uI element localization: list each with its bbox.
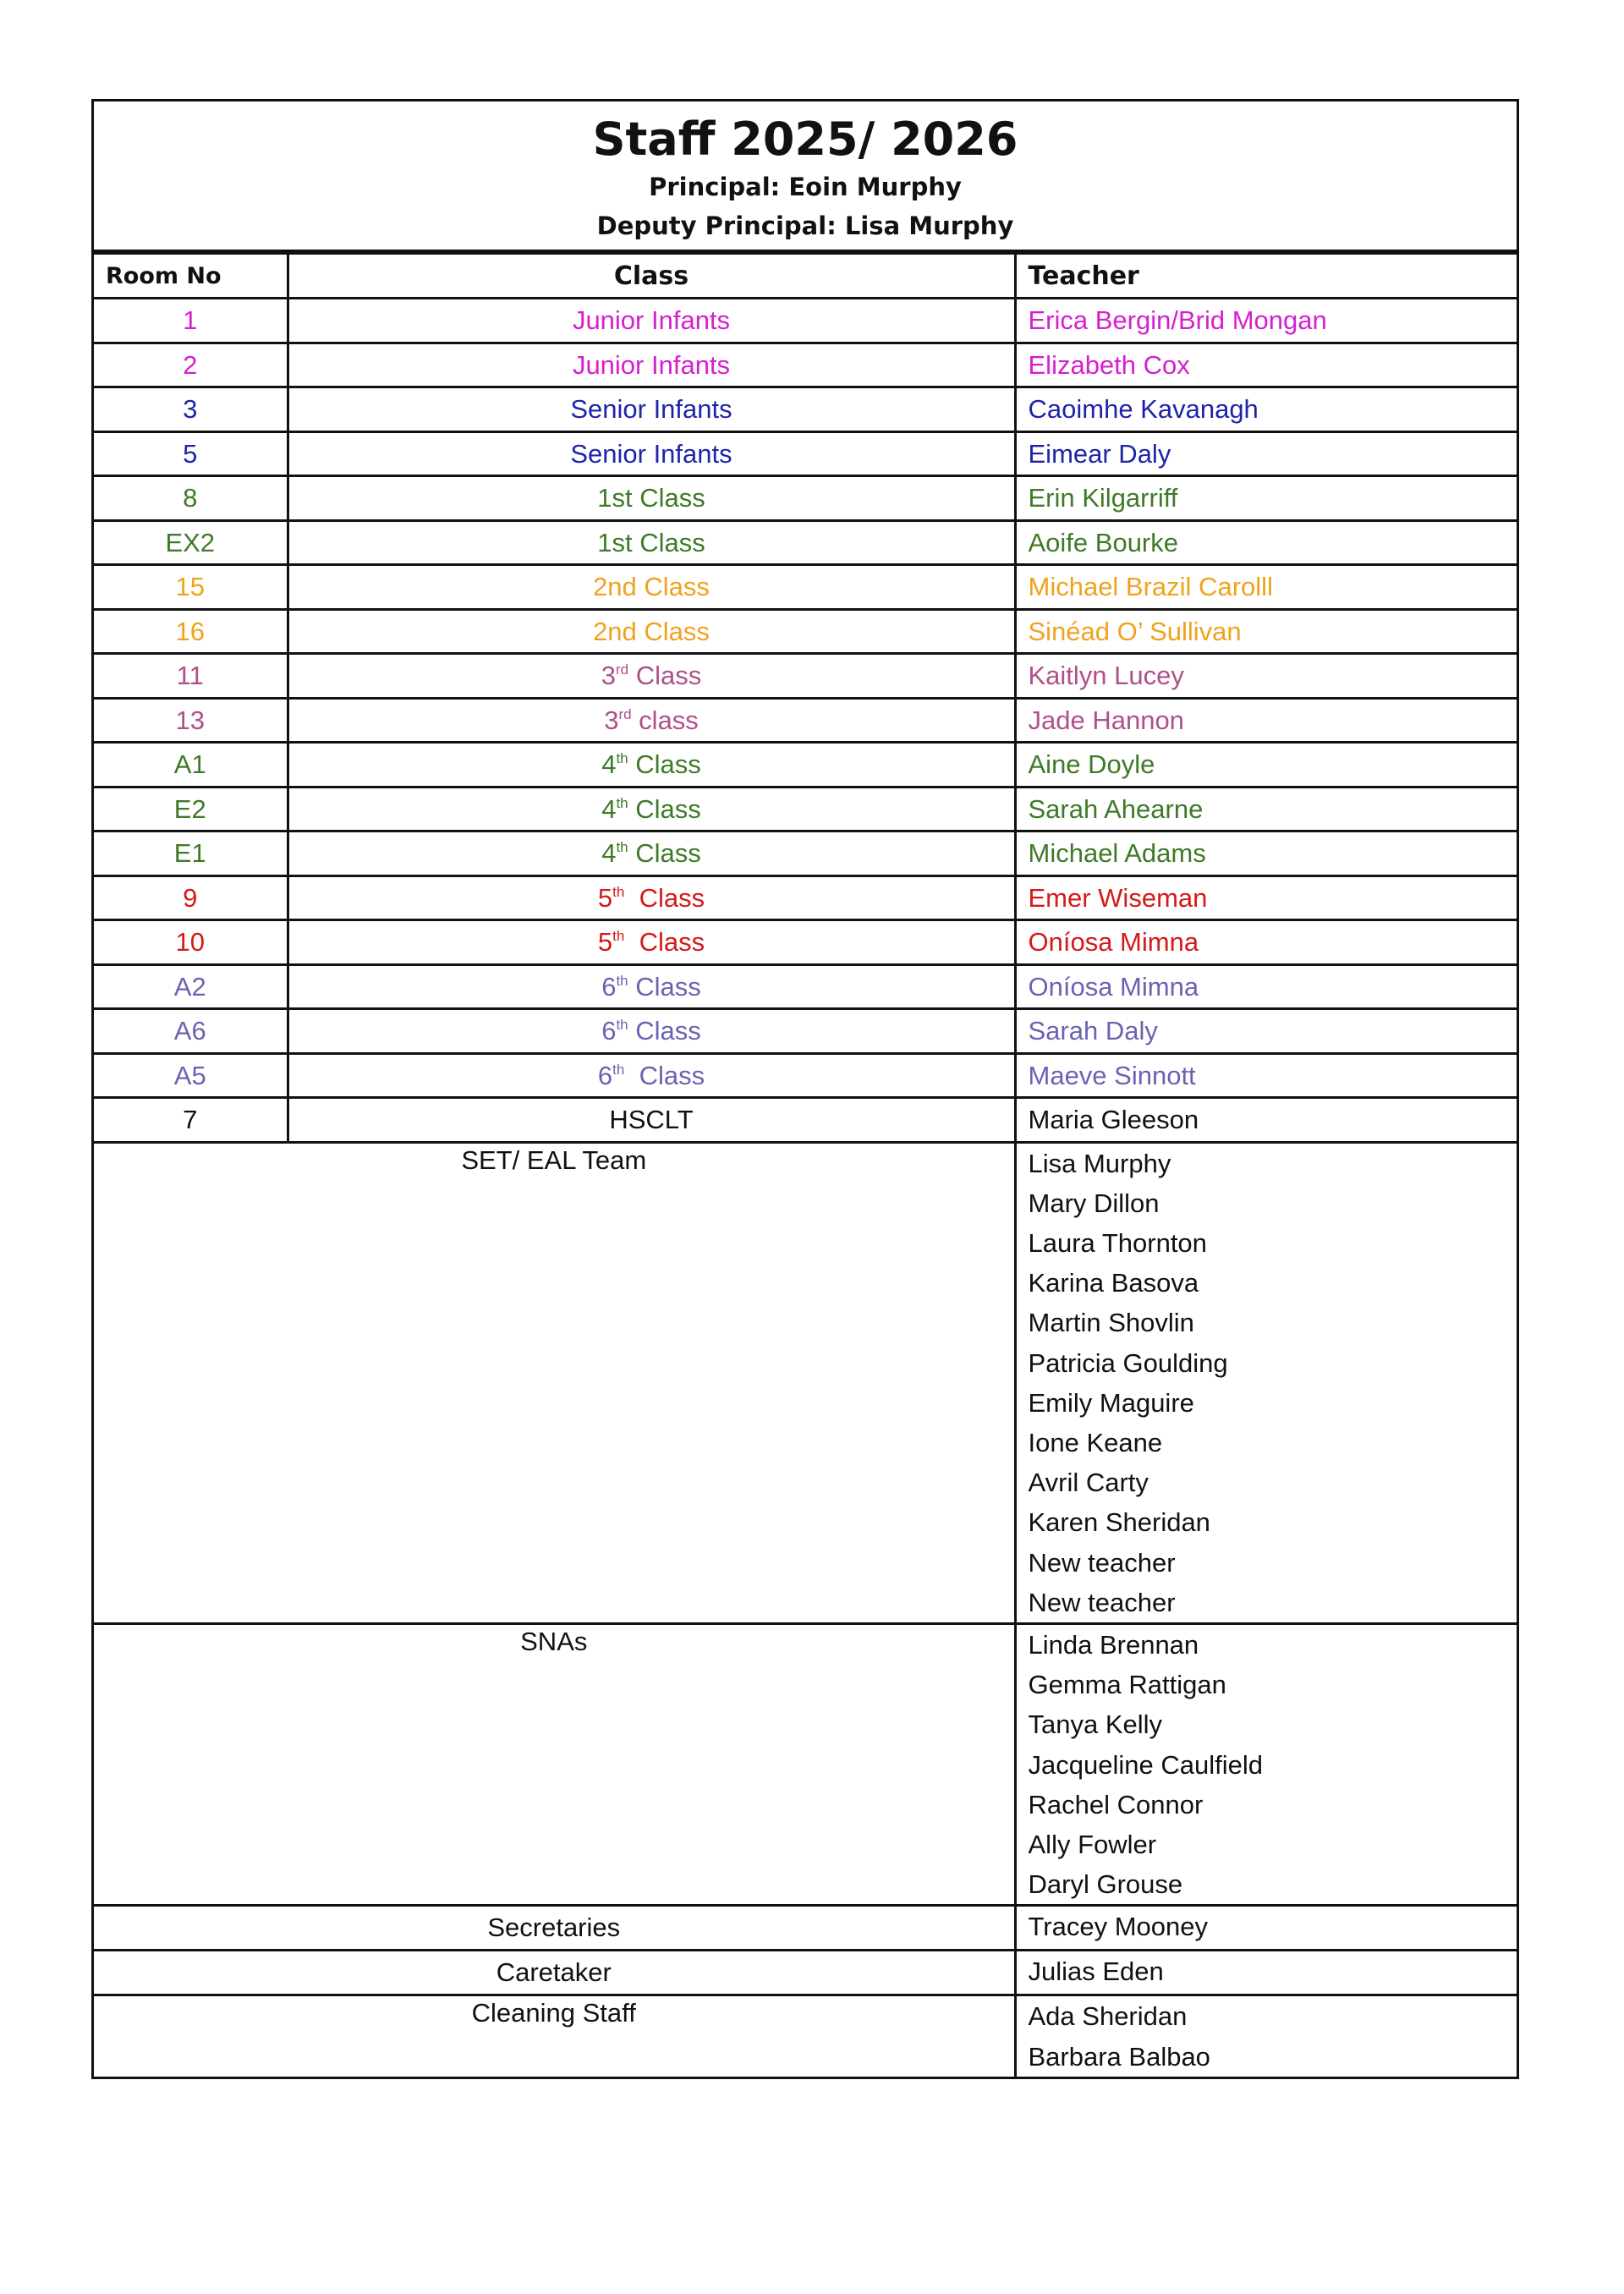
staff-member-name: Rachel Connor <box>1028 1789 1204 1819</box>
class-name: 4 <box>601 793 617 824</box>
teacher-cell: Caoimhe Kavanagh <box>1015 387 1517 432</box>
staff-member-name: Mary Dillon <box>1028 1188 1160 1218</box>
table-row <box>94 743 1517 788</box>
room-number-cell: 11 <box>94 654 288 699</box>
table-row <box>94 920 1517 965</box>
teacher-cell: Oníosa Mimna <box>1015 964 1517 1009</box>
staff-member-name: Karina Basova <box>1028 1268 1199 1298</box>
staff-group-members <box>1015 1951 1517 1995</box>
class-name-rest: Class <box>624 927 705 958</box>
class-name: 1st Class <box>597 483 705 513</box>
class-name-rest: Class <box>628 661 702 691</box>
deputy-principal-line: Deputy Principal: Lisa Murphy <box>596 211 1014 240</box>
class-name: 1st Class <box>597 527 705 557</box>
teacher-cell: Aine Doyle <box>1015 743 1517 788</box>
teacher-cell: Erin Kilgarriff <box>1015 476 1517 521</box>
staff-member-name: Barbara Balbao <box>1028 2041 1210 2072</box>
class-name: 4 <box>601 749 617 780</box>
table-row <box>94 431 1517 476</box>
table-row <box>94 1053 1517 1098</box>
staff-group-label: Caretaker <box>94 1951 1015 1995</box>
class-cell <box>288 875 1015 920</box>
table-row <box>94 476 1517 521</box>
teacher-cell: Erica Bergin/Brid Mongan <box>1015 299 1517 343</box>
class-ordinal-suffix: th <box>612 883 625 900</box>
staff-table <box>94 252 1517 2077</box>
class-cell <box>288 387 1015 432</box>
class-name: 6 <box>601 971 617 1002</box>
staff-member-name: Patricia Goulding <box>1028 1347 1228 1378</box>
staff-table-body <box>94 254 1517 2077</box>
table-row <box>94 387 1517 432</box>
class-name: 5 <box>597 882 613 913</box>
staff-member-name: Tanya Kelly <box>1028 1710 1163 1740</box>
class-ordinal-suffix: rd <box>618 705 632 722</box>
class-cell <box>288 565 1015 610</box>
staff-member-name: Karen Sheridan <box>1028 1507 1210 1538</box>
staff-group-row <box>94 1906 1517 1951</box>
class-name: 6 <box>601 1016 617 1046</box>
staff-member-name: Ione Keane <box>1028 1427 1163 1457</box>
room-number-cell: 13 <box>94 698 288 743</box>
class-name: HSCLT <box>609 1105 694 1135</box>
column-header-class: Class <box>288 254 1015 299</box>
class-cell <box>288 1009 1015 1054</box>
staff-member-name: Linda Brennan <box>1028 1629 1199 1660</box>
staff-group-row <box>94 1623 1517 1905</box>
staff-member-name: Ally Fowler <box>1028 1829 1157 1859</box>
class-cell <box>288 299 1015 343</box>
class-cell <box>288 431 1015 476</box>
page-title: Staff 2025/ 2026 <box>592 113 1018 166</box>
class-name-rest: Class <box>628 1016 701 1046</box>
sheet-header <box>94 102 1517 252</box>
teacher-cell: Maria Gleeson <box>1015 1098 1517 1143</box>
staff-group-label: Cleaning Staff <box>94 1995 1015 2077</box>
room-number-cell: 10 <box>94 920 288 965</box>
staff-group-members <box>1015 1142 1517 1623</box>
class-name: Senior Infants <box>570 438 732 469</box>
class-cell <box>288 476 1015 521</box>
room-number-cell: A5 <box>94 1053 288 1098</box>
teacher-cell: Aoife Bourke <box>1015 520 1517 565</box>
staff-member-name: Tracey Mooney <box>1028 1912 1208 1942</box>
class-ordinal-suffix: th <box>612 928 625 945</box>
room-number-cell: 15 <box>94 565 288 610</box>
class-name: 4 <box>601 838 617 869</box>
room-number-cell: 8 <box>94 476 288 521</box>
staff-group-members <box>1015 1906 1517 1951</box>
class-cell <box>288 1098 1015 1143</box>
staff-member-name: Ada Sheridan <box>1028 2001 1188 2032</box>
staff-group-row <box>94 1142 1517 1623</box>
room-number-cell: 5 <box>94 431 288 476</box>
class-name-rest: Class <box>624 882 705 913</box>
teacher-cell: Sarah Ahearne <box>1015 787 1517 831</box>
class-name-rest: Class <box>624 1060 705 1090</box>
class-name-rest: class <box>631 705 699 735</box>
staff-member-name: Julias Eden <box>1028 1956 1164 1987</box>
room-number-cell: 3 <box>94 387 288 432</box>
staff-member-name: Emily Maguire <box>1028 1387 1194 1418</box>
column-header-row <box>94 254 1517 299</box>
teacher-cell: Jade Hannon <box>1015 698 1517 743</box>
class-name-rest: Class <box>628 793 701 824</box>
room-number-cell: EX2 <box>94 520 288 565</box>
room-number-cell: 9 <box>94 875 288 920</box>
staff-group-members <box>1015 1623 1517 1905</box>
staff-member-name: New teacher <box>1028 1547 1176 1578</box>
column-header-teacher: Teacher <box>1015 254 1517 299</box>
table-row <box>94 299 1517 343</box>
class-cell <box>288 520 1015 565</box>
teacher-cell: Sarah Daly <box>1015 1009 1517 1054</box>
class-name: 2nd Class <box>593 616 710 646</box>
teacher-cell: Sinéad O’ Sullivan <box>1015 609 1517 654</box>
class-name: 2nd Class <box>593 572 710 602</box>
principal-line: Principal: Eoin Murphy <box>649 173 962 201</box>
table-row <box>94 964 1517 1009</box>
teacher-cell: Kaitlyn Lucey <box>1015 654 1517 699</box>
class-ordinal-suffix: th <box>616 839 628 856</box>
table-row <box>94 343 1517 387</box>
table-row <box>94 831 1517 876</box>
teacher-cell: Emer Wiseman <box>1015 875 1517 920</box>
class-name: 6 <box>597 1060 613 1090</box>
staff-member-name: Laura Thornton <box>1028 1227 1207 1258</box>
class-ordinal-suffix: th <box>616 972 628 989</box>
table-row <box>94 520 1517 565</box>
class-ordinal-suffix: th <box>616 750 628 767</box>
staff-member-name: Avril Carty <box>1028 1468 1149 1498</box>
class-name-rest: Class <box>628 749 701 780</box>
staff-member-name: New teacher <box>1028 1587 1176 1617</box>
room-number-cell: A1 <box>94 743 288 788</box>
class-ordinal-suffix: th <box>616 794 628 811</box>
staff-member-name: Gemma Rattigan <box>1028 1670 1226 1700</box>
table-row <box>94 698 1517 743</box>
staff-group-label: SNAs <box>94 1623 1015 1905</box>
teacher-cell: Eimear Daly <box>1015 431 1517 476</box>
class-cell <box>288 920 1015 965</box>
class-cell <box>288 343 1015 387</box>
table-row <box>94 1009 1517 1054</box>
staff-group-members <box>1015 1995 1517 2077</box>
class-cell <box>288 609 1015 654</box>
class-name: Junior Infants <box>572 349 731 380</box>
class-cell <box>288 964 1015 1009</box>
teacher-cell: Michael Brazil Carolll <box>1015 565 1517 610</box>
teacher-cell: Michael Adams <box>1015 831 1517 876</box>
class-name: 3 <box>604 705 619 735</box>
room-number-cell: 1 <box>94 299 288 343</box>
staff-group-label: SET/ EAL Team <box>94 1142 1015 1623</box>
class-cell <box>288 787 1015 831</box>
class-name: 5 <box>597 927 613 958</box>
table-row <box>94 609 1517 654</box>
room-number-cell: A2 <box>94 964 288 1009</box>
staff-member-name: Jacqueline Caulfield <box>1028 1749 1263 1780</box>
class-cell <box>288 1053 1015 1098</box>
column-header-room: Room No <box>94 254 288 299</box>
room-number-cell: 2 <box>94 343 288 387</box>
teacher-cell: Elizabeth Cox <box>1015 343 1517 387</box>
room-number-cell: 7 <box>94 1098 288 1143</box>
table-row <box>94 654 1517 699</box>
class-cell <box>288 654 1015 699</box>
staff-member-name: Martin Shovlin <box>1028 1308 1194 1338</box>
class-name: Senior Infants <box>570 394 732 425</box>
staff-group-row <box>94 1995 1517 2077</box>
table-row <box>94 787 1517 831</box>
class-ordinal-suffix: rd <box>615 661 629 678</box>
class-name-rest: Class <box>628 838 701 869</box>
staff-sheet <box>91 99 1519 2079</box>
class-cell <box>288 698 1015 743</box>
staff-group-row <box>94 1951 1517 1995</box>
room-number-cell: A6 <box>94 1009 288 1054</box>
class-ordinal-suffix: th <box>612 1061 625 1078</box>
staff-group-label: Secretaries <box>94 1906 1015 1951</box>
class-name: Junior Infants <box>572 305 731 336</box>
class-ordinal-suffix: th <box>616 1017 628 1034</box>
table-row <box>94 565 1517 610</box>
class-cell <box>288 743 1015 788</box>
class-name: 3 <box>601 661 616 691</box>
class-cell <box>288 831 1015 876</box>
staff-member-name: Lisa Murphy <box>1028 1148 1171 1178</box>
room-number-cell: 16 <box>94 609 288 654</box>
staff-member-name: Daryl Grouse <box>1028 1869 1183 1900</box>
room-number-cell: E1 <box>94 831 288 876</box>
room-number-cell: E2 <box>94 787 288 831</box>
teacher-cell: Maeve Sinnott <box>1015 1053 1517 1098</box>
teacher-cell: Oníosa Mimna <box>1015 920 1517 965</box>
table-row <box>94 875 1517 920</box>
table-row <box>94 1098 1517 1143</box>
class-name-rest: Class <box>628 971 701 1002</box>
